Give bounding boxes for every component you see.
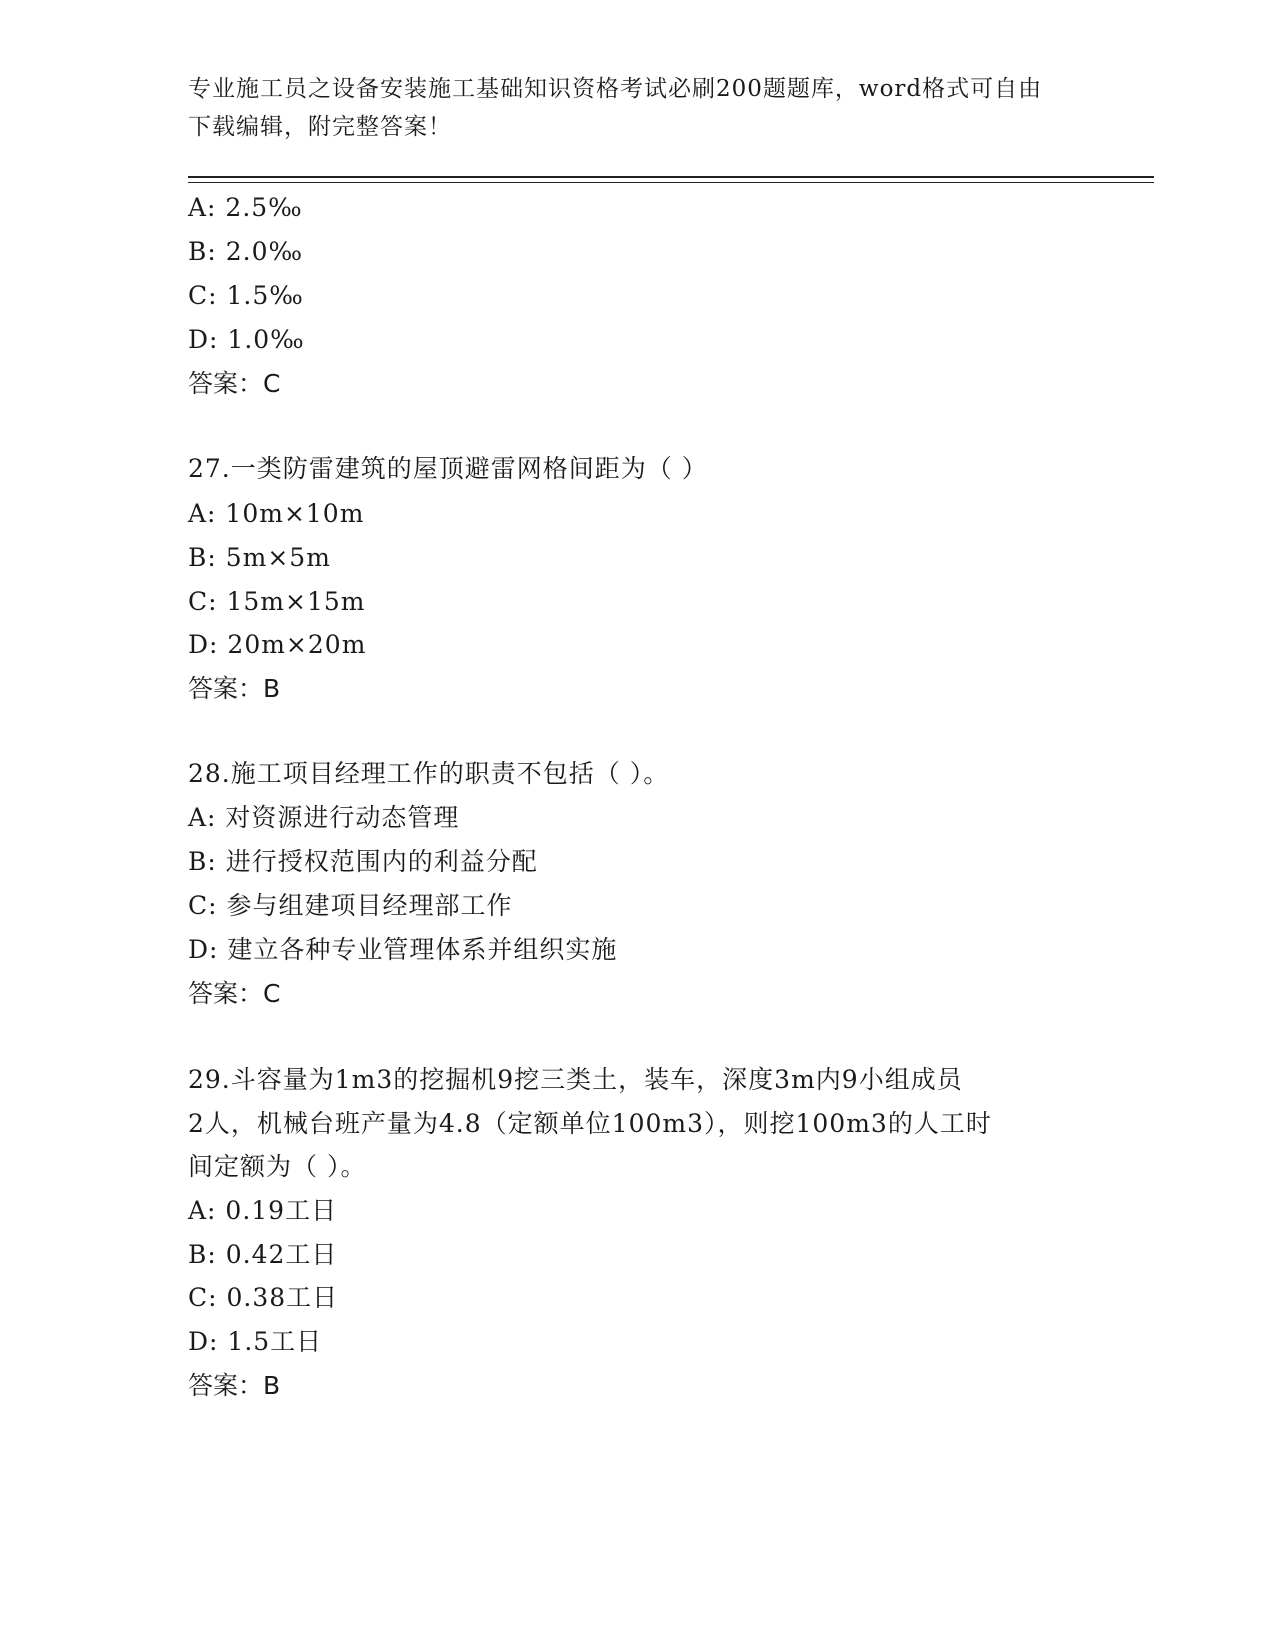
q27-option-c: C: 15m×15m <box>188 587 366 616</box>
q29-option-d: D: 1.5工日 <box>188 1327 323 1356</box>
q29-question-line-1: 29.斗容量为1m3的挖掘机9挖三类土，装车，深度3m内9小组成员 <box>188 1065 963 1094</box>
q28-question: 28.施工项目经理工作的职责不包括（ ）。 <box>188 759 670 788</box>
q26-answer: 答案：C <box>188 369 281 398</box>
q29-question-line-2: 2人，机械台班产量为4.8（定额单位100m3），则挖100m3的人工时 <box>188 1109 992 1138</box>
q28-option-d: D: 建立各种专业管理体系并组织实施 <box>188 935 618 964</box>
q27-answer: 答案：B <box>188 674 281 703</box>
q29-question-line-3: 间定额为（ ）。 <box>188 1152 367 1181</box>
q27-option-b: B: 5m×5m <box>188 543 331 572</box>
q26-option-b: B: 2.0‰ <box>188 237 304 266</box>
q28-option-b: B: 进行授权范围内的利益分配 <box>188 847 538 876</box>
header-rule-thick <box>188 176 1154 178</box>
q26-option-d: D: 1.0‰ <box>188 325 305 354</box>
q29-option-b: B: 0.42工日 <box>188 1240 338 1269</box>
q29-answer: 答案：B <box>188 1371 281 1400</box>
header-rule-thin <box>188 182 1154 183</box>
q26-option-a: A: 2.5‰ <box>188 193 303 222</box>
q28-answer: 答案：C <box>188 979 281 1008</box>
q27-question: 27.一类防雷建筑的屋顶避雷网格间距为（ ） <box>188 454 708 483</box>
q28-option-c: C: 参与组建项目经理部工作 <box>188 891 513 920</box>
q26-option-c: C: 1.5‰ <box>188 281 304 310</box>
q29-option-c: C: 0.38工日 <box>188 1283 339 1312</box>
q29-option-a: A: 0.19工日 <box>188 1196 338 1225</box>
q27-option-d: D: 20m×20m <box>188 630 367 659</box>
q27-option-a: A: 10m×10m <box>188 499 365 528</box>
header-line-2: 下载编辑，附完整答案！ <box>188 114 452 140</box>
q28-option-a: A: 对资源进行动态管理 <box>188 803 460 832</box>
header-line-1: 专业施工员之设备安装施工基础知识资格考试必刷200题题库，word格式可自由 <box>188 76 1043 102</box>
document-header <box>188 70 1088 146</box>
